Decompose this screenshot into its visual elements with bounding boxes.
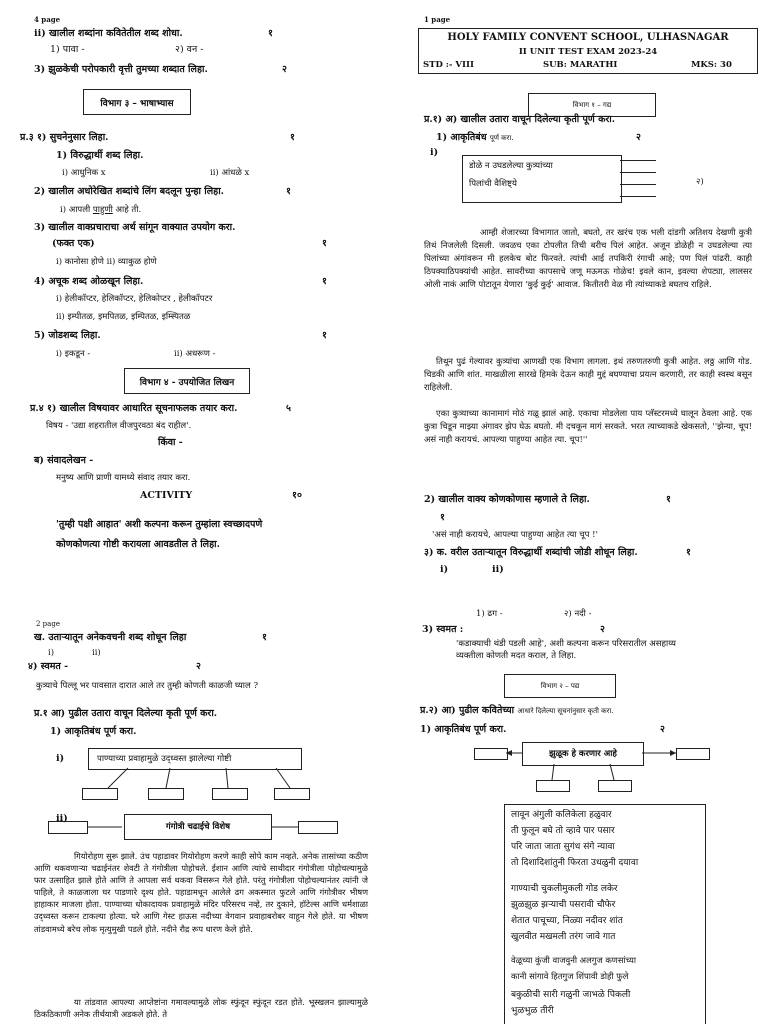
answer-label: i) xyxy=(56,753,65,764)
question-text: 5) जोडशब्द लिहा. xyxy=(34,330,101,341)
question-text: प्र.२) आ) पुढील कवितेच्या xyxy=(420,705,515,716)
page-label: 4 page xyxy=(34,15,61,24)
passage: या तांडवात आपल्या आप्तेष्टांना गमावल्यामुळे लोक स्फुंदून स्फुंदून रडत होते. भूस्खलन झाल्यामुळे ठिकठिकाणी अनेक तीर्थयात्री अडकले होते. ते xyxy=(34,997,368,1020)
option-text: i) इकडून - xyxy=(56,349,91,359)
answer-box xyxy=(212,788,248,800)
answer-line xyxy=(620,160,656,161)
exam-header xyxy=(418,28,758,74)
marks: १ xyxy=(666,494,671,505)
answer-box xyxy=(82,788,118,800)
marks: ५ xyxy=(286,403,291,414)
poem-line: तो दिशादिशांतुनी फिरता उधळुनी दयावा xyxy=(511,858,639,868)
marks: २ xyxy=(600,624,605,635)
page-3 xyxy=(384,512,768,1024)
passage: आम्ही शेजारच्या विभागात जातो, बघतो, तर खरंच एक भली दांडगी अतिशय देखणी कुत्री तिथं निजलेली दिसली. जवळच एका टोपलीत तिची बरीच पिलं आहेत. अजून डोळेही न उघडलेल्या त्या पिलांच्या अंगांवरून मी हलकेच बोट फिरवते. त्यांची आई तपकिरी रंगाची आहे; पण पिलं पांढरी. काही ठिपक्याठिपक्यांची आहेत. सावरीच्या कापसाचे जणू मऊमऊ गोळेच! इवले कान, इवल्या शेपट्या, लालसर ओली नाकं आणि पोटातून येणारा 'कुई कुई' आवाज. कितीतरी वेळ मी त्यांच्याकडे बघतच राहिले. xyxy=(424,227,752,289)
or-text: किंवा - xyxy=(158,437,183,448)
section-heading xyxy=(124,368,250,394)
poem-line: लावून अंगुली कलिकेला हळुवार xyxy=(511,810,612,820)
question-text: 1) आकृतिबंध पूर्ण करा. xyxy=(420,724,507,735)
section-title: विभाग २ – पद्य xyxy=(540,681,580,690)
poem-line: झुळझुळ झऱ्याची पसरावी चौफेर xyxy=(511,900,616,910)
marks-label: MKS: 30 xyxy=(691,60,732,70)
question-text: व्यक्तीला कोणती मदत कराल, ते लिहा. xyxy=(456,651,577,661)
school-name: HOLY FAMILY CONVENT SCHOOL, ULHASNAGAR xyxy=(447,32,729,43)
option-text: ii) अधरूण - xyxy=(174,349,216,359)
section-title: विभाग ३ – भाषाभ्यास xyxy=(100,98,174,109)
section-title: विभाग ४ - उपयोजित लिखन xyxy=(139,377,235,388)
question-text: मनुष्य आणि प्राणी यामध्ये संवाद तयार करा. xyxy=(56,473,191,483)
answer-box xyxy=(274,788,310,800)
subject-label: SUB: MARATHI xyxy=(543,60,618,70)
answer-label: 1) ढग - xyxy=(476,609,503,619)
marks: १ xyxy=(290,132,295,143)
question-text: ३) क. वरील उताऱ्यातून विरुद्धार्थी शब्दांची जोडी शोधून लिहा. xyxy=(424,547,638,558)
box-text: पिलांची वैशिष्ट्ये xyxy=(469,179,517,189)
question-text: २) वन - xyxy=(175,44,204,55)
marks: १ xyxy=(322,238,327,249)
exam-title: II UNIT TEST EXAM 2023-24 xyxy=(518,47,658,57)
question-text: (फक्त एक) xyxy=(52,238,95,249)
concept-connectors xyxy=(0,512,384,1024)
question-text: 2) खालील अधोरेखित शब्दांचे लिंग बदलून पुन्हा लिहा. xyxy=(34,186,224,197)
question-text: ii) खालील शब्दांना कवितेतील शब्द शोधा. xyxy=(34,28,183,39)
poem-line: वेळूच्या कुंजी वाजवुनी अलगुज कणसांच्या xyxy=(511,955,637,965)
answer-box xyxy=(48,821,88,834)
poem-line: गाण्याची चुकलीमुकली गोड लकेर xyxy=(511,884,618,894)
question-text: पूर्ण करा. xyxy=(489,134,514,142)
marks: २ xyxy=(196,661,201,672)
passage: तिथून पुढं गेल्यावर कुत्र्यांचा आणखी एक विभाग लागला. इथं तरुणतरुणी कुत्री आहेत. लठ्ठ आणि गोड. चिडकी आणि शांत. माखळीला सारखे हिमके देऊन काही मुद्दं बघण्याचा प्रयत्न करणारी, तर काही स्वस्थ बसून राहिलेली. xyxy=(424,356,752,392)
box-text: झुळूक हे करणार आहे xyxy=(549,749,617,759)
question-text: ४) स्वमत - xyxy=(28,661,69,672)
passage: गियोरोहण सुरू झाले. उंच पहाडावर गियोरोहण करणे काही सोपे काम नव्हते. अनेक तासांच्या कठीण आणि थकवणाऱ्या चढाईनंतर शेवटी ते गंगोत्रीला पोहोचले. ईशान आणि त्यांचे साथीदार गंगोत्रीला पोहोचल्यामुळे फार उत्साहित झाले होते आणि ते आपला सर्व थकवा विसरून गेले होते. परंतु गंगोत्रीला पोहोचल्यानंतर त्यांनी जे पाहिले, ते काळजाला घर पाडणारे दृश्य होते. पहाडामधून आलेले ढग अकस्मात फुटले आणि गंगोत्रीवर भीषण हाहाकार माजला होता. पाण्याच्या धोकादायक प्रवाहामुळे मंदिर परिसरच नव्हे, तर दुकाने, हॉटेल्स आणि धर्मशाळा उद्ध्वस्त करून टाकल्या होत्या. घरे आणि गेस्ट हाऊस नदीच्या वेगवान प्रवाहाबरोबर वाहून गेले होते. या भीषण तांडवामध्ये बरेच लोक मृत्युमुखी पडले होते. नदीने रौद्र रूप धारण केले होते. xyxy=(34,851,368,934)
poem-box xyxy=(504,804,706,1024)
poem-line: बकुळीची सारी गळुनी जाभळे पिकली xyxy=(511,990,631,1000)
question-text: 1) आकृतिबंध xyxy=(436,132,487,143)
poem-line: परि जाता जाता सुगंध संगे न्यावा xyxy=(511,842,615,852)
page-label: 2 page xyxy=(36,620,60,628)
option-text: i) आपली xyxy=(60,205,93,215)
option-text: आहे ती. xyxy=(112,205,142,215)
poem-line: कानी सांगावे हितगुज शिंपावी डोही फुले xyxy=(511,971,629,981)
answer-box xyxy=(536,780,570,792)
marks: २ xyxy=(660,724,665,735)
question-text: प्र.१ आ) पुढील उतारा वाचून दिलेल्या कृती पूर्ण करा. xyxy=(34,708,218,719)
question-text: प्र.१) अ) खालील उतारा वाचून दिलेल्या कृती पूर्ण करा. xyxy=(424,114,616,125)
section-title: विभाग १ – गद्य xyxy=(572,100,612,109)
answer-label: २) नदी - xyxy=(564,609,592,619)
option-text: i) आधुनिक x xyxy=(62,168,106,178)
box-text: गंगोत्री चढाईचे विशेष xyxy=(165,822,231,832)
answer-label: ii) xyxy=(492,564,504,575)
question-text: 2) खालील वाक्य कोणकोणास म्हणाले ते लिहा. xyxy=(424,494,590,505)
answer-box xyxy=(298,821,338,834)
answer-label: ii) xyxy=(56,813,68,824)
page-2 xyxy=(0,512,384,1024)
activity-title: ACTIVITY xyxy=(140,490,193,501)
answer-line xyxy=(620,184,656,185)
question-text: 'कडाक्याची थंडी पडली आहे', अशी कल्पना करून परिसरातील असहाय्य xyxy=(456,639,676,649)
poem-line: ती फुलून बघे तो व्हावे पार पसार xyxy=(511,826,615,836)
question-text: प्र.३ १) सुचनेनुसार लिहा. xyxy=(20,132,109,143)
marks: १० xyxy=(292,490,302,501)
marks: १ xyxy=(322,330,327,341)
question-text: कुत्र्याचे पिल्लू भर पावसात दारात आले तर तुम्ही कोणती काळजी घ्याल ? xyxy=(36,681,259,691)
answer-line xyxy=(620,196,656,197)
page-4 xyxy=(0,0,384,512)
marks: २ xyxy=(282,64,287,75)
question-text: ब) संवादलेखन - xyxy=(34,455,94,466)
marks: १ xyxy=(440,512,445,523)
marks: २ xyxy=(636,132,641,143)
poem-line: शेतात पाचूच्या, निळ्या नदीवर शांत xyxy=(511,916,623,926)
page-label: 1 page xyxy=(424,15,451,24)
answer-line xyxy=(620,172,656,173)
underlined-word: पाहुणी xyxy=(92,205,113,215)
marks: १ xyxy=(686,547,691,558)
box-text: पाण्याच्या प्रवाहामुळे उद्ध्वस्त झालेल्या गोष्टी xyxy=(97,754,232,764)
question-text: 3) स्वमत : xyxy=(422,624,464,635)
option-text xyxy=(60,204,141,216)
box-text: डोळे न उघडलेल्या कुत्र्यांच्या xyxy=(469,161,553,171)
marks: १ xyxy=(286,186,291,197)
activity-text: 'तुम्ही पक्षी आहात' अशी कल्पना करून तुम्हांला स्वच्छादपणे xyxy=(56,519,263,530)
section-heading xyxy=(83,89,191,115)
concept-box xyxy=(462,155,622,203)
activity-text: कोणकोणत्या गोष्टी करायला आवडतील ते लिहा. xyxy=(56,539,220,550)
poem-line: भुळभुळ तीरी xyxy=(511,1006,554,1016)
question-text: 1) आकृतिबंध पूर्ण करा. xyxy=(50,726,137,737)
question-text: 3) खालील वाक्प्रचाराचा अर्थ सांगून वाक्यात उपयोग करा. xyxy=(34,222,236,233)
marks: २) xyxy=(696,177,704,187)
quote-text: 'असं नाही करायचे, आपल्या पाहुण्या आहेत त्या चूप !' xyxy=(432,530,598,540)
question-text: विषय - 'उद्या शहरातील वीजपुरवठा बंद राहील'. xyxy=(46,421,192,431)
std-label: STD :- VIII xyxy=(423,60,474,70)
option-text: ii) आंधळे x xyxy=(210,168,250,178)
question-text: 3) झुळकेची परोपकारी वृत्ती तुमच्या शब्दात लिहा. xyxy=(34,64,208,75)
answer-label: i) xyxy=(48,648,55,658)
option-text: ii) इम्पीतळ, इमपितळ, इम्पितळ, इम्स्पितळ xyxy=(56,312,191,322)
marks: १ xyxy=(262,632,267,643)
option-text: i) कानोसा होणे ii) व्याकुळ होणे xyxy=(56,257,157,267)
page-1 xyxy=(384,0,768,512)
concept-box xyxy=(124,814,272,840)
answer-label: i) xyxy=(440,564,449,575)
answer-box xyxy=(598,780,632,792)
marks: १ xyxy=(268,28,273,39)
poem-line: खुलवीत मखमली तरंग जावे गात xyxy=(511,932,616,942)
question-text: प्र.४ १) खालील विषयावर आधारित सूचनाफलक तयार करा. xyxy=(30,403,238,414)
option-text: i) हेलीकॉप्टर, हेलिकॉप्टर, हेलिकोप्टर , हेलीकॉपटर xyxy=(56,294,213,304)
marks: १ xyxy=(322,276,327,287)
answer-box xyxy=(148,788,184,800)
question-text: आधारे दिलेल्या सूचनांनुसार कृती करा. xyxy=(517,707,614,715)
question-text: ख. उताऱ्यातून अनेकवचनी शब्द शोधून लिहा xyxy=(34,632,187,643)
question-text: i) xyxy=(430,147,439,158)
question-text xyxy=(436,132,513,144)
question-text: 4) अचूक शब्द ओळखून लिहा. xyxy=(34,276,144,287)
answer-label: ii) xyxy=(92,648,101,658)
passage: एका कुत्र्याच्या कानामागं मोठं गळू झालं आहे. एकाचा मोडलेला पाय प्लॅस्टरमध्ये घालून ठेवला आहे. एक कुत्रा चिडून माझ्या अंगावर झेप घेऊ बघतो. मी दचकून मागं सरकते. भरत त्याच्याकडे खेकसतो, ''झेन्या, चूप! असं नाही करायचं. आपल्या पाहुण्या आहेत त्या. चूप!'' xyxy=(424,408,752,444)
question-text: 1) पावा - xyxy=(50,44,85,55)
question-text: 1) विरुद्धार्थी शब्द लिहा. xyxy=(56,150,144,161)
